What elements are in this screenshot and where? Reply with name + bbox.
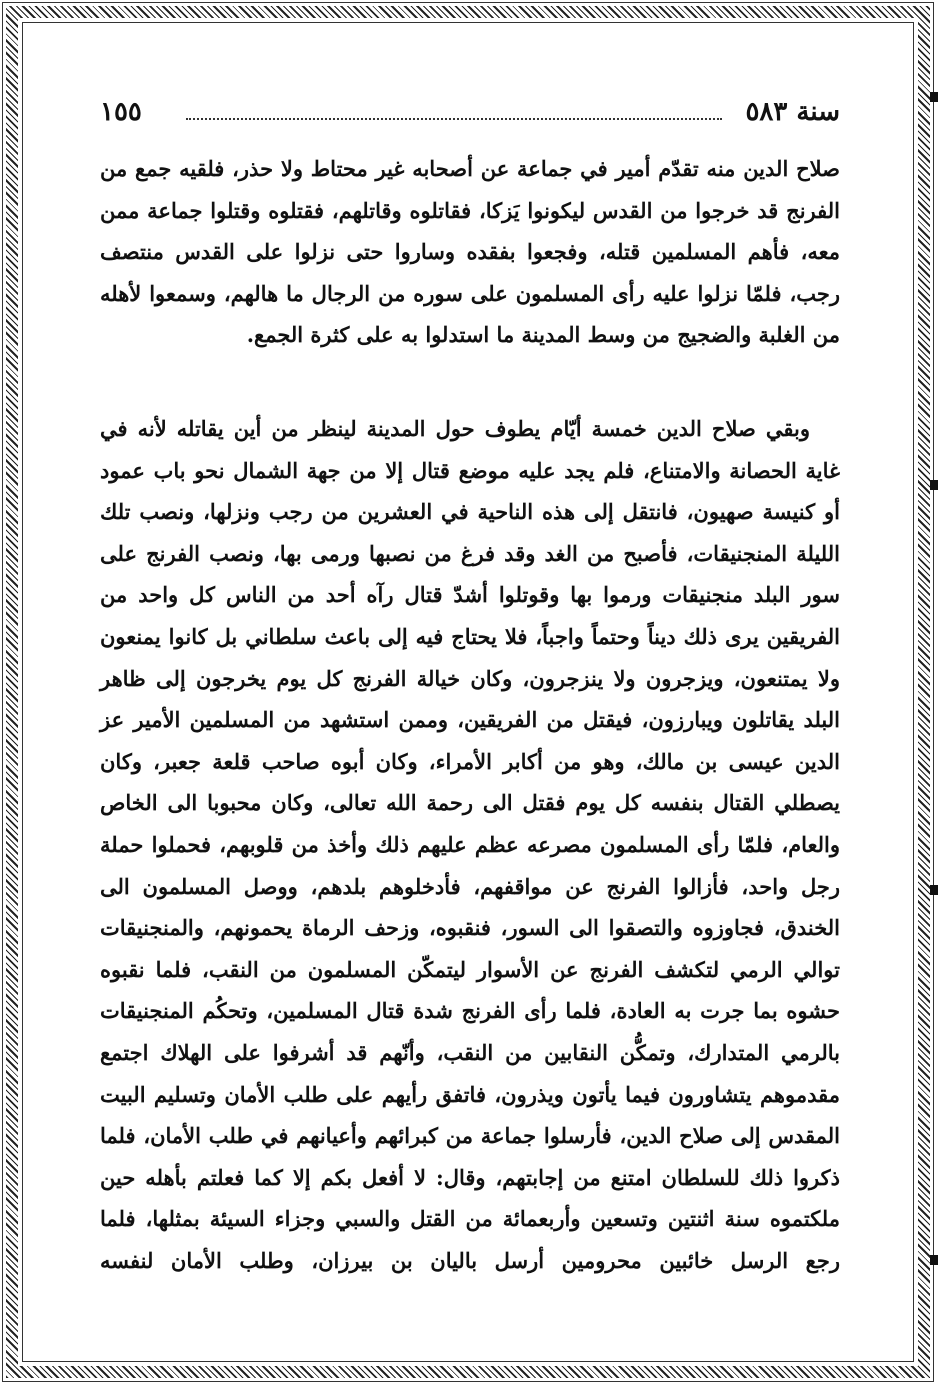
paragraph-text: وبقي صلاح الدين خمسة أيّام يطوف حول المدينة لينظر من أين يقاتله لأنه في غاية الحصانة والامتناع، فلم يجد عليه موضع قتال إلا من جهة الشمال نحو باب عمود أو كنيسة صهيون، فانتقل إلى هذه الناحية في العشرين من رجب ونزلها، ونصب تلك الليلة المنجنيقات، فأصبح من الغد وقد فرغ من نصبها ورمى بها، ونصب الفرنج على سور البلد منجنيقات ورموا بها وقوتلوا أشدّ قتال رآه أحد من الناس كل واحد من الفريقين يرى ذلك ديناً وحتماً واجباً، فلا يحتاج فيه إلى باعث سلطاني بل كانوا يمنعون ولا يمتنعون، ويزجرون ولا ينزجرون، وكان خيالة الفرنج كل يوم يخرجون إلى ظاهر البلد يقاتلون ويبارزون، فيقتل من الفريقين، وممن استشهد من المسلمين الأمير عز الدين عيسى بن مالك، وهو من أكابر الأمراء، وكان أبوه صاحب قلعة جعبر، وكان يصطلي القتال بنفسه كل يوم فقتل الى رحمة الله تعالى، وكان محبوبا الى الخاص والعام، فلمّا رأى المسلمون مصرعه عظم عليهم ذلك وأخذ من قلوبهم، فحملوا حملة رجل واحد، فأزالوا الفرنج عن مواقفهم، فأدخلوهم بلدهم، ووصل المسلمون الى الخندق، فجاوزوه والتصقوا الى السور، فنقبوه، وزحف الرماة يحمونهم، والمنجنيقات توالي الرمي لتكشف الفرنج عن الأسوار ليتمكّن المسلمون من النقب، فلما نقبوه حشوه بما جرت به العادة، فلما رأى الفرنج شدة قتال المسلمين، وتحكُم المنجنيقات بالرمي المتدارك، وتمكُّن النقابين من النقب، وأنّهم قد أشرفوا على الهلاك اجتمع مقدموهم يتشاورون فيما يأتون ويذرون، فاتفق رأيهم على طلب الأمان وتسليم البيت المقدس إلى صلاح الدين، فأرسلوا جماعة من كبرائهم وأعيانهم في طلب الأمان، فلما ذكروا ذلك للسلطان امتنع من إجابتهم، وقال: لا أفعل بكم إلا كما فعلتم بأهله حين ملكتموه سنة اثنتين وتسعين وأربعمائة من القتل والسبي وجزاء السيئة بمثلها، فلما رجع الرسل خائبين محرومين أرسل باليان بن بيرزان، وطلب الأمان لنفسه (100, 416, 840, 1273)
header-dotted-leader (186, 118, 722, 120)
margin-mark (930, 885, 938, 895)
body-paragraph-1 (100, 148, 840, 356)
margin-mark (930, 92, 938, 102)
paragraph-text: صلاح الدين منه تقدّم أمير في جماعة عن أصحابه غير محتاط ولا حذر، فلقيه جمع من الفرنج قد خرجوا من القدس ليكونوا يَزكا، فقاتلوه وقاتلهم، فقتلوه وقتلوا جماعة ممن معه، فأهم المسلمين قتله، وفجعوا بفقده وساروا حتى نزلوا على القدس منتصف رجب، فلمّا نزلوا عليه رأى المسلمون على سوره من الرجال ما هالهم، وسمعوا لأهله من الغلبة والضجيج من وسط المدينة ما استدلوا به على كثرة الجمع. (100, 156, 840, 348)
margin-mark (930, 480, 938, 490)
page-header (100, 92, 840, 132)
margin-mark (930, 1255, 938, 1265)
running-head: سنة ٥٨٣ (745, 97, 840, 127)
body-paragraph-2 (100, 408, 840, 1281)
page-number: ١٥٥ (100, 97, 142, 127)
